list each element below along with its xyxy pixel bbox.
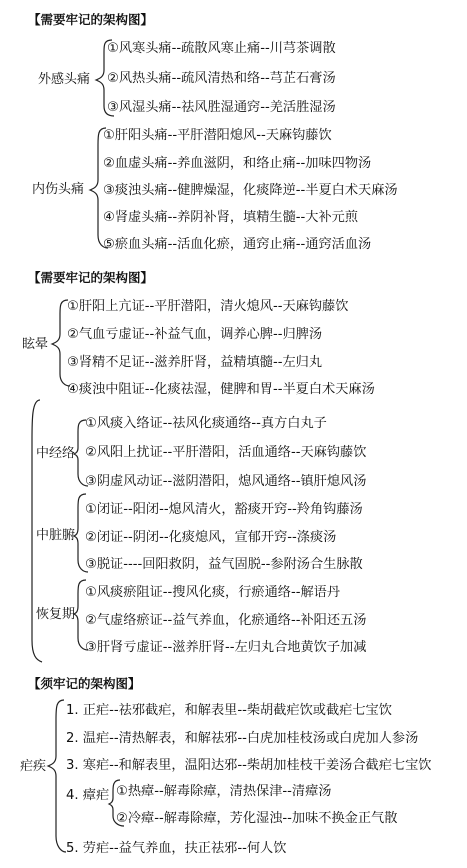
- list-item: ②气血亏虚证--补益气血，调养心脾--归脾汤: [67, 327, 323, 342]
- group-label-huifuqi: 恢复期: [36, 607, 76, 622]
- bracket-nueji: [48, 700, 66, 852]
- list-item: ①热瘴--解毒除瘴，清热保津--清瘴汤: [116, 784, 332, 799]
- group-label-neishang-toutong: 内伤头痛: [32, 182, 85, 197]
- list-item: ②风热头痛--疏风清热和络--芎芷石膏汤: [107, 71, 336, 86]
- group-label-nueji: 疟疾: [20, 759, 47, 774]
- section1-header: 【需要牢记的架构图】: [28, 12, 154, 27]
- group-label-zhongzangfu: 中脏腑: [36, 528, 76, 543]
- list-item: 2. 温疟--清热解表，和解祛邪--白虎加桂枝汤或白虎加人参汤: [66, 731, 419, 746]
- list-item: ②冷瘴--解毒除瘴，芳化湿浊--加味不换金正气散: [116, 811, 398, 826]
- list-item: ③痰浊头痛--健脾燥湿，化痰降逆--半夏白术天麻汤: [103, 183, 398, 198]
- group-label-xuanyun: 眩晕: [22, 337, 49, 352]
- list-item: ①风痰瘀阻证--搜风化痰，行瘀通络--解语丹: [85, 585, 341, 600]
- list-item: ②血虚头痛--养血滋阴，和络止痛--加味四物汤: [103, 156, 372, 171]
- list-item: ②气虚络瘀证--益气养血，化瘀通络--补阳还五汤: [85, 613, 367, 628]
- list-item: ②风阳上扰证--平肝潜阳，活血通络--天麻钩藤饮: [85, 445, 367, 460]
- list-item: 1. 正疟--祛邪截疟，和解表里--柴胡截疟饮或截疟七宝饮: [66, 703, 392, 718]
- group-label-zhongjingluo: 中经络: [36, 446, 76, 461]
- list-item: ②闭证--阴闭--化痰熄风，宣郁开窍--涤痰汤: [85, 530, 337, 545]
- list-item: ①肝阳头痛--平肝潜阳熄风--天麻钩藤饮: [103, 128, 332, 143]
- list-item: ③脱证----回阳救阴，益气固脱--参附汤合生脉散: [85, 557, 363, 572]
- list-item: ④肾虚头痛--养阴补肾，填精生髓--大补元煎: [103, 210, 359, 225]
- section2-header: 【需要牢记的架构图】: [28, 270, 154, 285]
- list-item: ④痰浊中阻证--化痰祛湿，健脾和胃--半夏白术天麻汤: [67, 382, 375, 397]
- list-item: ①肝阳上亢证--平肝潜阳，清火熄风--天麻钩藤饮: [67, 299, 349, 314]
- list-item-zhangnue: 4. 瘴疟: [66, 788, 110, 803]
- list-item: ③阴虚风动证--滋阴潜阳，熄风通络--镇肝熄风汤: [85, 474, 367, 489]
- section3-header: 【须牢记的架构图】: [28, 676, 141, 691]
- list-item: ③肾精不足证--滋养肝肾，益精填髓--左归丸: [67, 355, 323, 370]
- list-item: ①闭证--阳闭--熄风清火，豁痰开窍--羚角钩藤汤: [85, 502, 363, 517]
- list-item: 5. 劳疟--益气养血，扶正祛邪--何人饮: [66, 841, 287, 856]
- list-item: 3. 寒疟--和解表里，温阳达邪--柴胡加桂枝干姜汤合截疟七宝饮: [66, 758, 432, 773]
- list-item: ①风寒头痛--疏散风寒止痛--川芎茶调散: [107, 41, 336, 56]
- list-item: ⑤瘀血头痛--活血化瘀，通窍止痛--通窍活血汤: [103, 237, 372, 252]
- list-item: ③肝肾亏虚证--滋养肝肾--左归丸合地黄饮子加减: [85, 640, 367, 655]
- list-item: ③风湿头痛--祛风胜湿通窍--羌活胜湿汤: [107, 100, 336, 115]
- list-item: ①风痰入络证--祛风化痰通络--真方白丸子: [85, 416, 327, 431]
- group-label-waigan-toutong: 外感头痛: [38, 72, 91, 87]
